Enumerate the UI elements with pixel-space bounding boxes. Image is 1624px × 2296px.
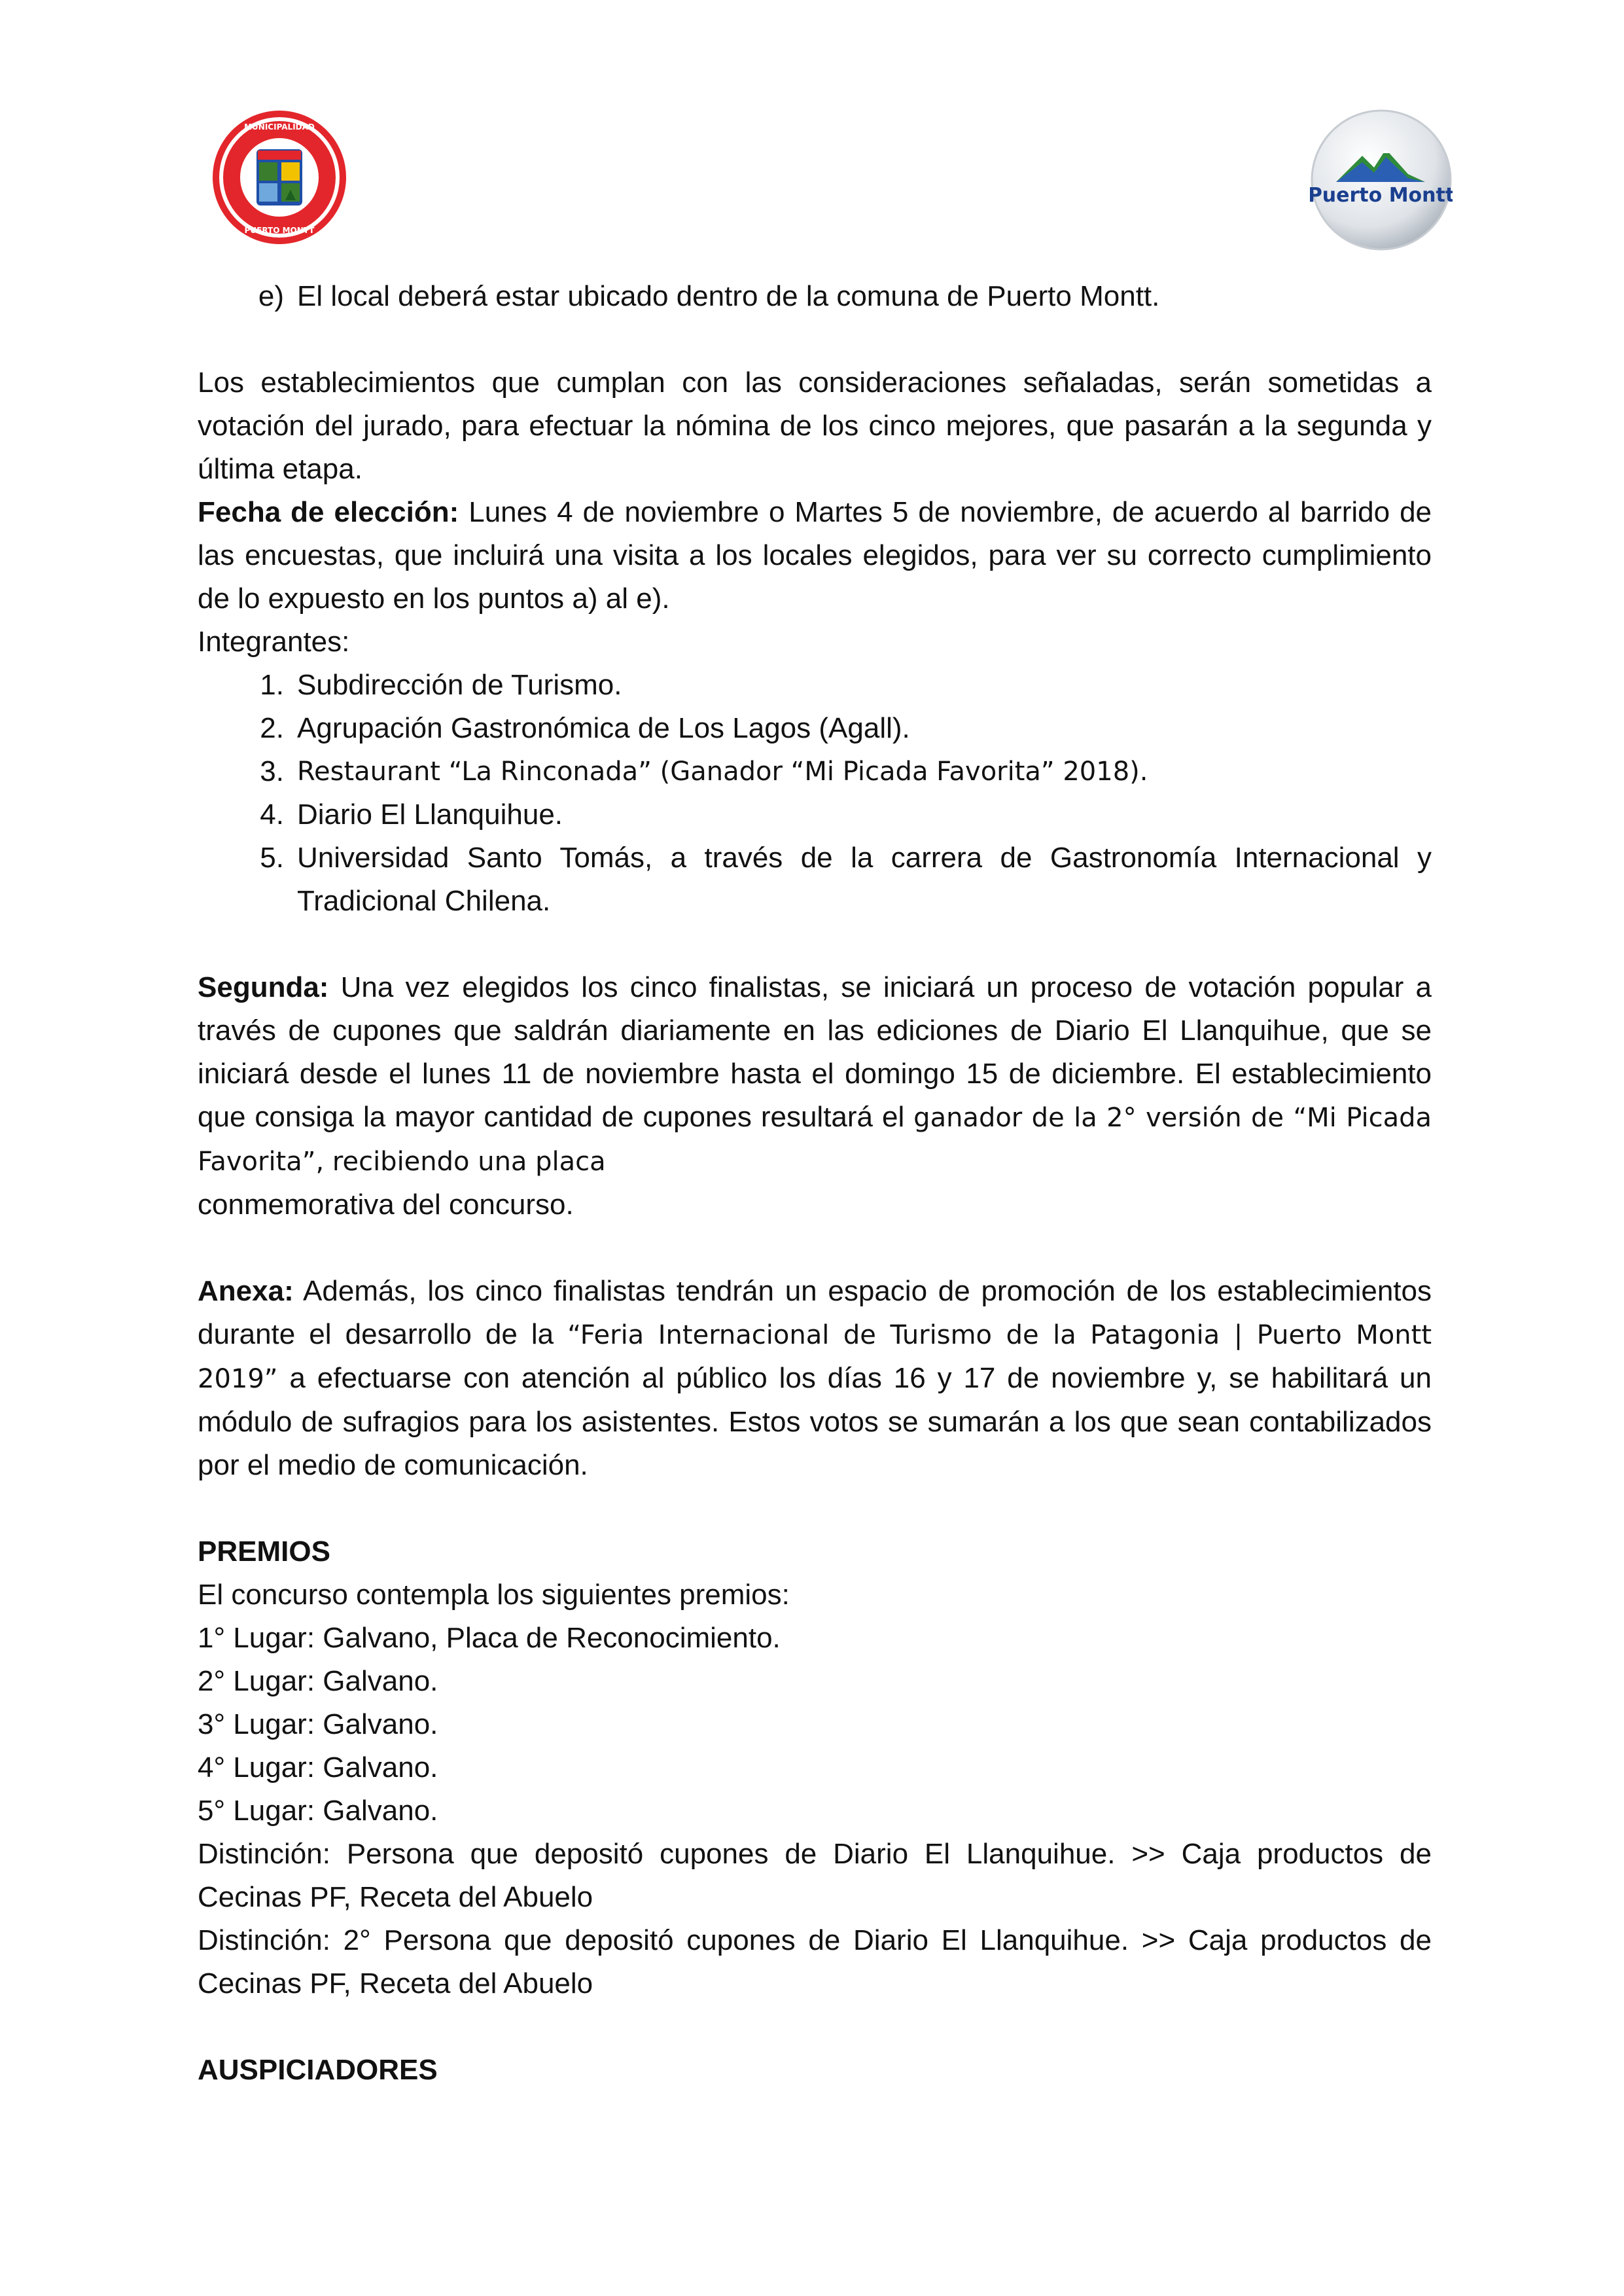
list-item [198,664,1432,707]
list-item [198,707,1432,750]
premio-item: 5° Lugar: Galvano. [198,1795,438,1827]
anexa-text: Además, los cinco finalistas tendrán un espacio de promoción de los establecimientos durante el desarrollo de la [198,1275,1432,1350]
integrantes-list [198,664,1432,923]
paragraph-segunda [198,966,1432,1183]
svg-text:PUERTO MONTT: PUERTO MONTT [244,226,315,235]
paragraph-jurado: Los establecimientos que cumplan con las consideraciones señaladas, serán sometidas a votación del jurado, para efectuar la nómina de los cinco mejores, que pasarán a la segunda y última etapa. [198,367,1432,485]
list-marker: e) [258,280,284,312]
list-item [198,836,1432,923]
list-text: Restaurant “La Rinconada” (Ganador “Mi Picada Favorita” 2018). [297,757,1148,787]
svg-text:MUNICIPALIDAD: MUNICIPALIDAD [244,122,315,132]
paragraph-anexa [198,1270,1432,1487]
distincion-1: Distinción: Persona que depositó cupones de Diario El Llanquihue. >> Caja productos de Cecinas PF, Receta del Abuelo [198,1838,1432,1913]
list-number: 5. [260,842,284,874]
distincion-2: Distinción: 2° Persona que depositó cupones de Diario El Llanquihue. >> Caja productos de Cecinas PF, Receta del Abuelo [198,1924,1432,2000]
premio-item: 4° Lugar: Galvano. [198,1751,438,1784]
paragraph-fecha [198,491,1432,620]
segunda-label: Segunda: [198,971,329,1003]
list-text: Universidad Santo Tomás, a través de la carrera de Gastronomía Internacional y Tradicional Chilena. [297,842,1432,917]
list-item [198,793,1432,836]
integrantes-label: Integrantes: [198,626,350,658]
segunda-text-c: conmemorativa del concurso. [198,1189,574,1221]
fecha-label: Fecha de elección: [198,496,459,528]
list-text: Diario El Llanquihue. [297,798,563,831]
svg-text:Puerto Montt: Puerto Montt [1310,184,1453,207]
list-text: Agrupación Gastronómica de Los Lagos (Agall). [297,712,910,744]
puerto-montt-logo [1310,109,1453,251]
auspiciadores-heading: AUSPICIADORES [198,2054,438,2086]
list-number: 3. [260,755,284,787]
list-number: 4. [260,798,284,831]
document-body [198,275,1432,2092]
anexa-feria: “Feria Internacional de Turismo de la Patagonia | Puerto Montt 2019” [198,1320,1432,1394]
anexa-label: Anexa: [198,1275,294,1307]
list-text: Subdirección de Turismo. [297,669,622,701]
list-text: El local deberá estar ubicado dentro de la comuna de Puerto Montt. [297,280,1160,312]
segunda-text: Una vez elegidos los cinco finalistas, se iniciará un proceso de votación popular a través de cupones que saldrán diariamente en las ediciones de Diario El Llanquihue, que se iniciará desde el lunes 11 de noviembre hasta el domingo 15 de diciembre. El establecimiento que consiga la mayor cantidad de cupones resultará el [198,971,1432,1133]
premio-item: 1° Lugar: Galvano, Placa de Reconocimiento. [198,1622,781,1654]
premios-intro: El concurso contempla los siguientes premios: [198,1579,790,1611]
list-item [198,750,1432,793]
list-number: 1. [260,669,284,701]
premio-item: 2° Lugar: Galvano. [198,1665,438,1697]
segunda-text-b: ganador de la 2° versión de “Mi Picada Favorita”, recibiendo una placa [198,1103,1432,1177]
premios-heading: PREMIOS [198,1535,330,1568]
municipal-seal-logo [211,109,348,246]
premio-item: 3° Lugar: Galvano. [198,1708,438,1740]
fecha-text: Lunes 4 de noviembre o Martes 5 de noviembre, de acuerdo al barrido de las encuestas, que incluirá una visita a los locales elegidos, para ver su correcto cumplimiento de lo expuesto en los puntos a) al e). [198,496,1432,615]
criterion-item-e [198,275,1432,318]
anexa-text-b: a efectuarse con atención al público los días 16 y 17 de noviembre y, se habilitará un módulo de sufragios para los asistentes. Estos votos se sumarán a los que sean contabilizados por el medio de comunicación. [198,1362,1432,1481]
list-number: 2. [260,712,284,744]
